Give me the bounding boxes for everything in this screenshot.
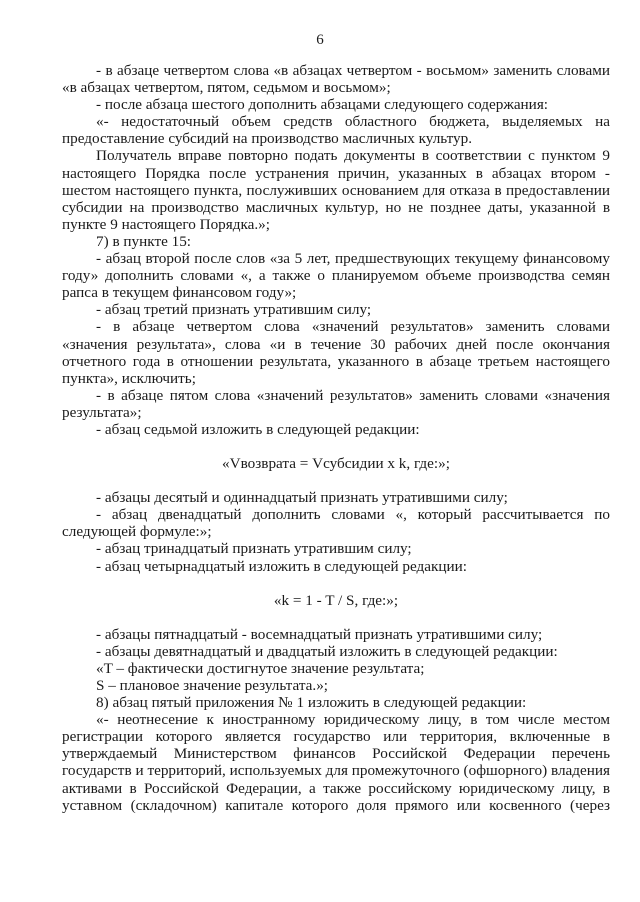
- paragraph: - в абзаце пятом слова «значений результатов» заменить словами «значения результата»;: [62, 386, 610, 421]
- paragraph: - абзацы десятый и одиннадцатый признать утратившими силу;: [96, 489, 508, 507]
- paragraph: - в абзаце четвертом слова «значений результатов» заменить словами «значения результата», слова «и в течение 30 рабочих дней после окончания отчетного года в отношении результата, указанного в абзаце третьем настоящего пункта», исключить;: [62, 318, 610, 387]
- paragraph: - абзацы девятнадцатый и двадцатый изложить в следующей редакции:: [96, 642, 558, 660]
- paragraph: - абзац четырнадцатый изложить в следующей редакции:: [96, 557, 467, 575]
- paragraph: «T – фактически достигнутое значение результата;: [96, 659, 425, 677]
- paragraph: - абзац третий признать утратившим силу;: [96, 301, 372, 319]
- paragraph: «- неотнесение к иностранному юридическому лицу, в том числе местом регистрации которого является государство или территория, включенные в утверждаемый Министерством финансов Российской Федерации перечень государств и территорий, используемых для промежуточного (офшорного) владения активами в Российской Федерации, а также российскому юридическому лицу, в уставном (складочном) капитале которого доля прямого или косвенного (через: [62, 711, 610, 814]
- paragraph: - абзац второй после слов «за 5 лет, предшествующих текущему финансовому году» дополнить словами «, а также о планируемом объеме производства семян рапса в текущем финансовом году»;: [62, 250, 610, 302]
- formula-vreturn: «Vвозврата = Vсубсидии x k, где:»;: [222, 455, 450, 473]
- paragraph: S – плановое значение результата.»;: [96, 677, 329, 694]
- paragraph: 7) в пункте 15:: [96, 232, 192, 250]
- paragraph: - абзац седьмой изложить в следующей редакции:: [96, 420, 420, 438]
- formula-k: «k = 1 - T / S, где:»;: [273, 591, 399, 609]
- paragraph: - абзац двенадцатый дополнить словами «, который рассчитывается по следующей формуле:»;: [62, 506, 610, 541]
- paragraph: - в абзаце четвертом слова «в абзацах четвертом - восьмом» заменить словами «в абзацах четвертом, пятом, седьмом и восьмом»;: [62, 62, 610, 97]
- paragraph: 8) абзац пятый приложения № 1 изложить в следующей редакции:: [96, 694, 527, 712]
- paragraph: «- недостаточный объем средств областного бюджета, выделяемых на предоставление субсидий на производство масличных культур.: [62, 113, 610, 148]
- paragraph: Получатель вправе повторно подать документы в соответствии с пунктом 9 настоящего Порядка после устранения причин, указанных в абзацах втором - шестом настоящего пункта, послуживших основанием для отказа в предоставлении субсидии на производство масличных культур, но не позднее даты, указанной в пункте 9 настоящего Порядка.»;: [62, 147, 610, 233]
- document-body: [62, 62, 610, 814]
- paragraph: - после абзаца шестого дополнить абзацами следующего содержания:: [96, 96, 549, 114]
- paragraph: - абзацы пятнадцатый - восемнадцатый признать утратившими силу;: [96, 625, 543, 643]
- paragraph: - абзац тринадцатый признать утратившим силу;: [96, 540, 412, 558]
- page-number: 6: [316, 32, 324, 48]
